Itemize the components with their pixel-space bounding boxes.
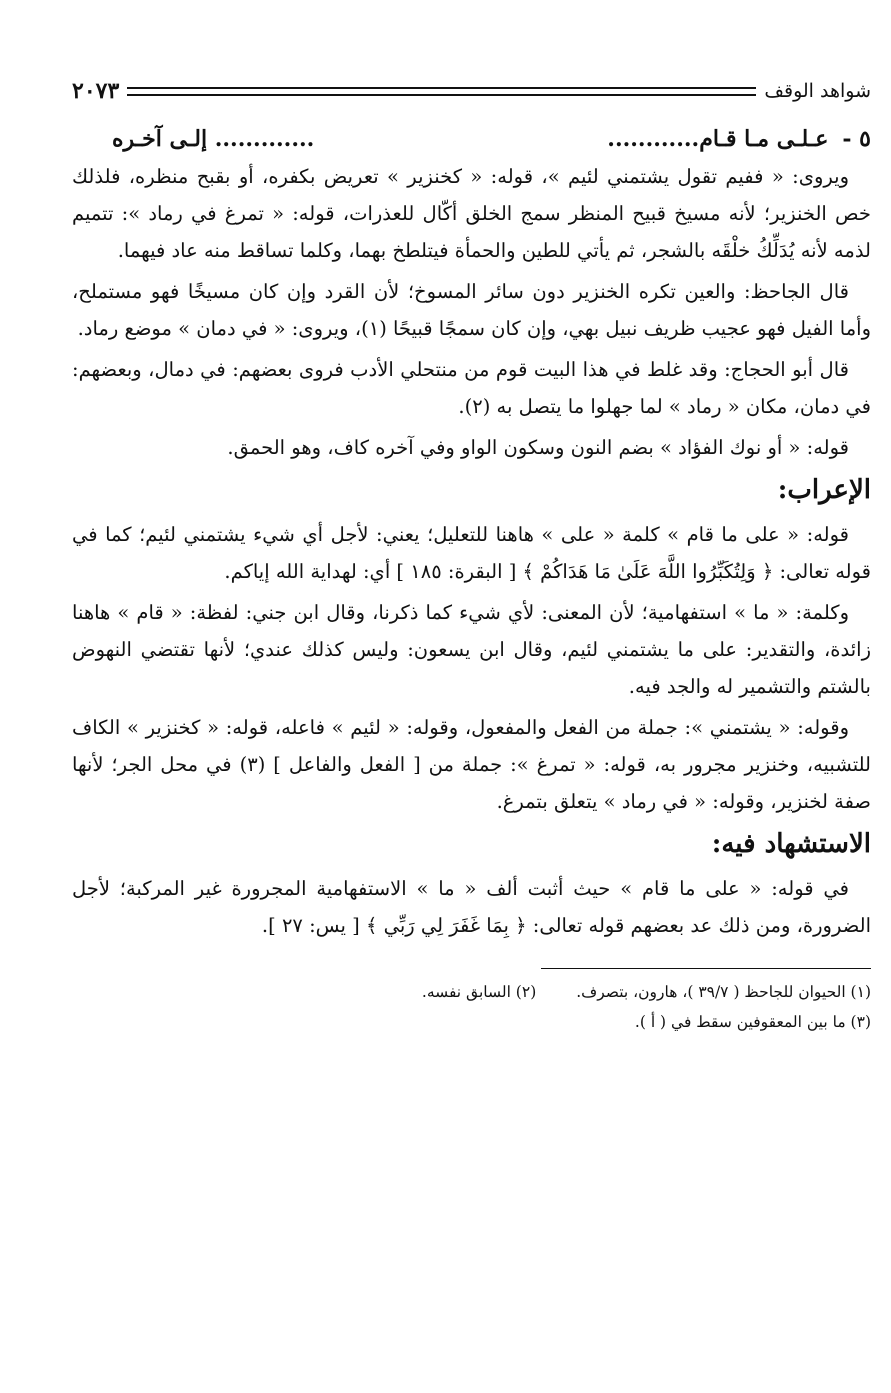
page-number: ٢٠٧٣ [72, 78, 120, 104]
header-rule [127, 87, 756, 96]
running-title: شواهد الوقف [764, 80, 871, 102]
verse-hemistich-2: ............. إلـى آخـره [112, 126, 315, 152]
paragraph: ويروى: « ففيم تقول يشتمني لئيم »، قوله: « كخنزير » تعريض بكفره، أو بقبح منظره، فلذلك خص الخنزير؛ لأنه مسيخ قبيح المنظر سمج الخلق أكّال للعذرات، قوله: « تمرغ في رماد »: تتميم لذمه لأنه يُدَلِّكُ خلْقَه بالشجر، ثم يأتي للطين والحمأة فيتلطخ بهما، وكلما تساقط منه عاد فيهما. [72, 165, 871, 262]
verse-line [72, 126, 871, 152]
footnote-row [72, 977, 871, 1007]
paragraph: قال الجاحظ: والعين تكره الخنزير دون سائر المسوخ؛ لأن القرد وإن كان مسيخًا فهو مستملح، وأما الفيل فهو عجيب ظريف نبيل بهي، وإن كان سمجًا قبيحًا (١)، ويروى: « في دمان » موضع رماد. [72, 280, 871, 340]
verse-hemistich-1: عـلـى مـا قـام............ [607, 126, 829, 152]
footnote-1: (١) الحيوان للجاحظ ( ٣٩/٧ )، هارون، بتصرف. [576, 983, 871, 1001]
footnote-2: (٢) السابق نفسه. [421, 983, 537, 1001]
footnote-3: (٣) ما بين المعقوفين سقط في ( أ ). [634, 1013, 871, 1031]
paragraph: في قوله: « على ما قام » حيث أثبت ألف « ما » الاستفهامية المجرورة غير المركبة؛ لأجل الضرورة، ومن ذلك عد بعضهم قوله تعالى: ﴿ بِمَا غَفَرَ لِي رَبِّي ﴾ [ يس: ٢٧ ]. [72, 877, 871, 937]
footnote-rule [541, 968, 871, 969]
paragraph: قوله: « أو نوك الفؤاد » بضم النون وسكون الواو وفي آخره كاف، وهو الحمق. [227, 436, 849, 459]
paragraph: وكلمة: « ما » استفهامية؛ لأن المعنى: لأي شيء كما ذكرنا، وقال ابن جني: لفظة: « قام » هاهنا زائدة، والتقدير: على ما يشتمني لئيم، وقال ابن يسعون: وليس كذلك عندي؛ لأنها تقتضي النهوض بالشتم والتشمير له والجد فيه. [72, 601, 871, 698]
paragraph: قال أبو الحجاج: وقد غلط في هذا البيت قوم من منتحلي الأدب فروى بعضهم: في دمال، وبعضهم: في دمان، مكان « رماد » لما جهلوا ما يتصل به (٢). [72, 358, 871, 418]
paragraph: قوله: « على ما قام » كلمة « على » هاهنا للتعليل؛ يعني: لأجل أي شيء يشتمني لئيم؛ كما في قوله تعالى: ﴿ وَلِتُكَبِّرُوا اللَّهَ عَلَىٰ مَا هَدَاكُمْ ﴾ [ البقرة: ١٨٥ ] أي: لهداية الله إياكم. [72, 523, 871, 583]
verse-number: ٥ - [842, 126, 871, 152]
page-header [72, 78, 871, 104]
section-title-istishhad: الاستشهاد فيه: [711, 829, 871, 859]
section-title-irab: الإعراب: [777, 475, 871, 505]
paragraph: وقوله: « يشتمني »: جملة من الفعل والمفعول، وقوله: « لئيم » فاعله، قوله: « كخنزير » الكاف للتشبيه، وخنزير مجرور به، قوله: « تمرغ »: جملة من [ الفعل والفاعل ] (٣) في محل الجر؛ لأنها صفة لخنزير، وقوله: « في رماد » يتعلق بتمرغ. [72, 716, 871, 813]
footnotes [72, 968, 871, 1037]
